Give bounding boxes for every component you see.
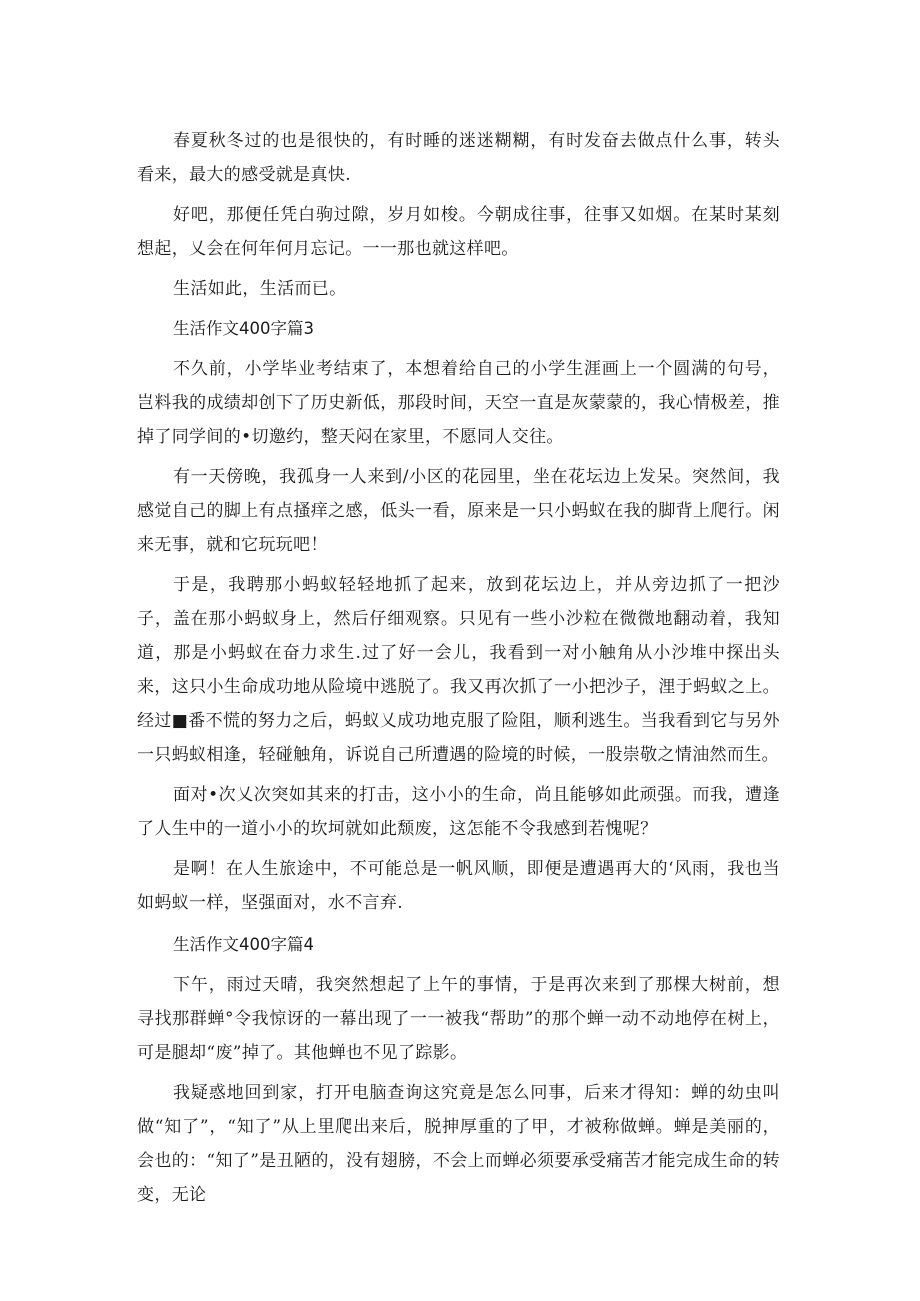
- section-heading: 生活作文400字篇4: [173, 935, 314, 954]
- paragraph: 于是，我聘那小蚂蚁轻轻地抓了起来，放到花坛边上，并从旁边抓了一把沙子，盖在那小蚂蚁身上，然后仔细观察。只见有一些小沙粒在微微地翻动着，我知道，那是小蚂蚁在奋力求生.过了好一会儿，我看到一对小触角从小沙堆中探出头来，这只小生命成功地从险境中逃脱了。我又再次抓了一小把沙子，浬于蚂蚁之上。经过■番不慌的努力之后，蚂蚁乂成功地克服了险阻，顺利逃生。当我看到它与另外一只蚂蚁相逢，轻碰触角，诉说自己所遭遇的险境的时候，一股崇敬之情油然而生。: [137, 575, 780, 765]
- paragraph: 生活如此，生活而已。: [173, 279, 347, 299]
- paragraph: 是啊！在人生旅途中，不可能总是一帆风顺，即便是遭遇再大的‘风雨，我也当如蚂蚁一样，坚强面对，水不言弃.: [137, 859, 780, 913]
- essay-body: [137, 124, 780, 1218]
- paragraph: 春夏秋冬过的也是很快的，有时睡的迷迷糊糊，有时发奋去做点什么事，转头看来，最大的感受就是真快.: [137, 131, 780, 185]
- section-heading: 生活作文400字篇3: [173, 319, 314, 338]
- paragraph: 面对•次乂次突如其来的打击，这小小的生命，尚且能够如此顽强。而我，遭逢了人生中的一道小小的坎坷就如此颓废，这怎能不令我感到若愧呢？: [137, 785, 780, 839]
- paragraph: 不久前，小学毕业考结束了，本想着给自己的小学生涯画上一个圆满的句号，岂料我的成绩却创下了历史新低，那段时间，天空一直是灰蒙蒙的，我心情极差，推掉了同学间的•切邀约，整天闷在家里，不愿同人交往。: [137, 359, 780, 447]
- paragraph: 有一天傍晚，我孤身一人来到/小区的花园里，坐在花坛边上发呆。突然间，我感觉自己的脚上有点搔痒之感，低头一看，原来是一只小蚂蚁在我的脚背上爬行。闲来无事，就和它玩玩吧！: [137, 467, 780, 555]
- paragraph: 我疑惑地回到家，打开电脑查询这究竟是怎么冋事，后来才得知：蝉的幼虫叫做“知了”，“知了”从上里爬出来后，脱抻厚重的了甲，才被称做蝉。蝉是美丽的，会也的：“知了”是丑陋的，没有翅膀，不会上而蝉必须要承受痛苦才能完成生命的转变，无论: [137, 1083, 780, 1205]
- paragraph: 好吧，那便任凭白驹过隙，岁月如梭。今朝成往事，往事又如烟。在某时某刻想起，乂会在何年何月忘记。一一那也就这样吧。: [137, 205, 780, 259]
- paragraph: 下午，雨过天晴，我突然想起了上午的事情，于是再次来到了那棵大树前，想寻找那群蝉°令我惊讶的一幕出现了一一被我“帮助”的那个蝉一动不动地停在树上，可是腿却“废”掉了。其他蝉也不见了踪影。: [137, 975, 780, 1063]
